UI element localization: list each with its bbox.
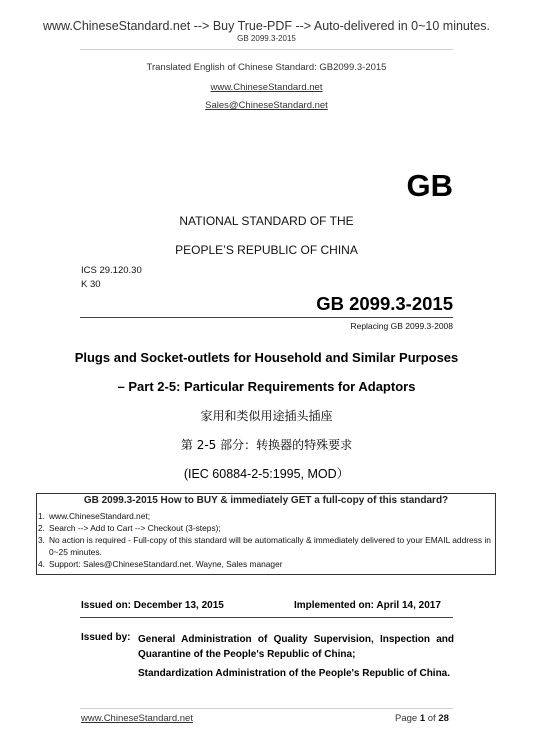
page-indicator: Page 1 of 28 bbox=[395, 713, 449, 724]
issued-by-label: Issued by: bbox=[81, 632, 131, 643]
buy-step-4: 4. Support: Sales@ChineseStandard.net. Wayne, Sales manager bbox=[38, 559, 283, 569]
header-standard-code: GB 2099.3-2015 bbox=[237, 34, 296, 43]
footer-divider bbox=[80, 708, 453, 709]
national-standard-line1: NATIONAL STANDARD OF THE bbox=[179, 214, 354, 228]
issued-date: Issued on: December 13, 2015 bbox=[81, 600, 224, 611]
dates-divider bbox=[80, 617, 453, 618]
gb-logo: GB bbox=[406, 168, 453, 203]
translated-line: Translated English of Chinese Standard: GB2099.3-2015 bbox=[146, 62, 387, 73]
title-chinese-line1: 家用和类似用途插头插座 bbox=[200, 409, 333, 423]
footer-website-link[interactable]: www.ChineseStandard.net bbox=[81, 713, 193, 724]
buy-step-1: 1. www.ChineseStandard.net; bbox=[38, 511, 151, 521]
buy-step-2: 2. Search --> Add to Cart --> Checkout (3-steps); bbox=[38, 523, 221, 533]
title-line2: – Part 2-5: Particular Requirements for Adaptors bbox=[117, 379, 416, 394]
issued-by-authority-1: General Administration of Quality Supervision, Inspection and Quarantine of the People's Republic of China; bbox=[138, 634, 454, 660]
buy-box-title: GB 2099.3-2015 How to BUY & immediately GET a full-copy of this standard? bbox=[83, 495, 449, 506]
standard-number: GB 2099.3-2015 bbox=[316, 293, 453, 314]
buy-step-3: 3. No action is required - Full-copy of this standard will be automatically & immediately delivered to your EMAIL address in 0~25 minutes. bbox=[38, 535, 491, 557]
replacing-note: Replacing GB 2099.3-2008 bbox=[350, 321, 453, 331]
k-code: K 30 bbox=[81, 279, 101, 290]
buy-instructions-box bbox=[36, 493, 496, 575]
buy-steps-list bbox=[37, 510, 495, 570]
national-standard-line2: PEOPLE’S REPUBLIC OF CHINA bbox=[175, 243, 358, 257]
email-link[interactable]: Sales@ChineseStandard.net bbox=[205, 100, 328, 111]
implemented-date: Implemented on: April 14, 2017 bbox=[294, 600, 441, 611]
header-divider bbox=[80, 49, 453, 50]
title-chinese-line2: 第 2-5 部分：转换器的特殊要求 bbox=[180, 438, 353, 452]
top-banner[interactable]: www.ChineseStandard.net --> Buy True-PDF --> Auto-delivered in 0~10 minutes. bbox=[42, 19, 491, 33]
title-line1: Plugs and Socket-outlets for Household and Similar Purposes bbox=[74, 350, 459, 365]
issued-by-authority-2: Standardization Administration of the People's Republic of China. bbox=[138, 668, 451, 679]
website-link[interactable]: www.ChineseStandard.net bbox=[210, 82, 323, 93]
iec-reference: (IEC 60884-2-5:1995, MOD） bbox=[183, 467, 350, 481]
standard-number-divider bbox=[80, 317, 453, 318]
ics-code: ICS 29.120.30 bbox=[81, 265, 142, 276]
